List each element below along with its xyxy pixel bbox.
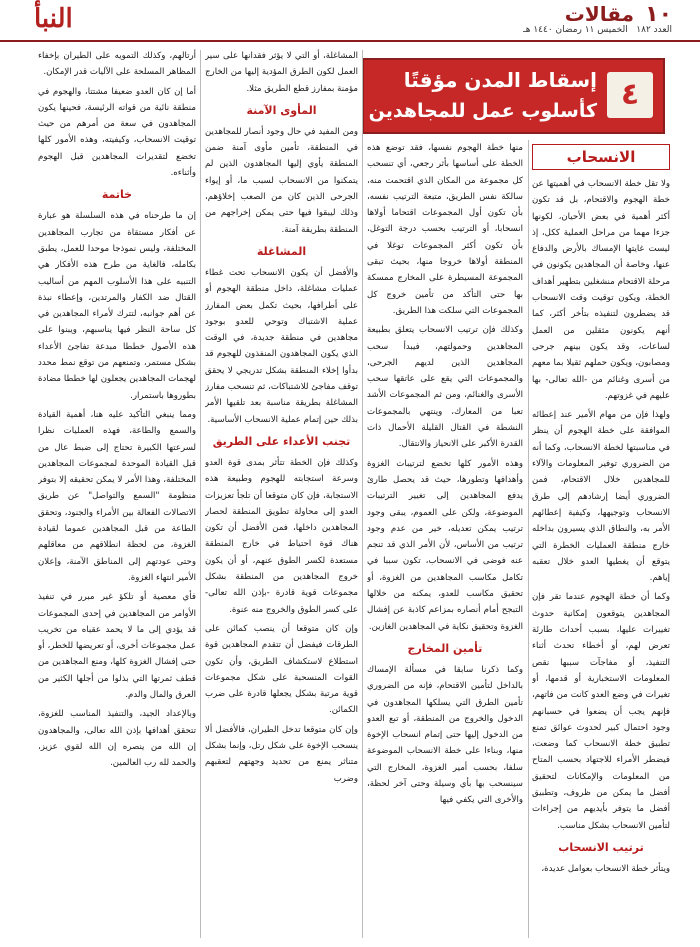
paragraph: إن ما طرحناه في هذه السلسلة هو عبارة عن أفكار مستقاة من تجارب المجاهدين المختلفة، وليس نموذجا موحدا للعمل، يطبق بكامله، فالغاية من طرح هذه الأفكار هي التنبيه على هذا الأسلوب المهم من أساليب القتال ضد الكفار والمرتدين، وإعطاء نبذة عن أهم جوانبه، لتترك لأمراء المجاهدين في كل ساحة النظر فيها يناسبهم، ويبنوا على هذه الأصول خططا مبدعة تفاجئ الأعداء بشكل مستمر، وتمنعهم من توقع نمط محدد لهجمات المجاهدين يجعلون لها خططا مضادة بطوروها باستمرار. <box>38 211 196 401</box>
article-column-4 <box>38 48 196 940</box>
article-title-line1: إسقاط المدن مؤقتًا <box>403 68 597 92</box>
subheading: ترتيب الانسحاب <box>558 840 644 854</box>
subheading: خاتمة <box>101 188 133 202</box>
paragraph: المشاغلة، أو التي لا يؤثر فقدانها على سير العمل لكون الطرق المؤدية إليها من الخارج مؤمنة بمفارز قطع الطريق مثلا. <box>205 51 358 94</box>
issue-info <box>523 25 672 35</box>
subheading: المشاغلة <box>256 244 307 258</box>
paragraph: أما إن كان العدو ضعيفا مشتتا، والهجوم في منطقة نائية من قواته الرئيسة، فحينها يكون المجاهدون في سعة من أمرهم من حيث توقيت الانسحاب، وكيفيته، وهذه الأمور كلها تخضع لتقديرات المجاهدين قبل الهجوم وأثناءه. <box>38 86 196 179</box>
subheading: تأمين المخارج <box>407 641 483 655</box>
header-section-info <box>523 2 672 35</box>
section-title: مقالات <box>564 2 635 26</box>
paragraph: والأفضل أن يكون الانسحاب تحت غطاء عمليات مشاغلة، داخل منطقة الهجوم أو على أطرافها، بحيث تكمل بعض المفارز عملية الاشتباك وتوحي للعدو بوجود مجاهدين في منطقة جديدة، في الوقت الذي يكون المجاهدون المنفذون للهجوم قد بدأوا إخلاء المنطقة بشكل تدريجي لا يحقق توقف مفاجئ للاشتباكات، ثم تنسحب مفارز المشاغلة بطريقة مناسبة بعد تلقيها الأمر بذلك حين إتمام عملية الانسحاب الأساسية. <box>205 267 358 425</box>
paragraph: وكذلك فإن الخطة تتأثر بمدى قوة العدو وسرعة استجابته للهجوم وطبيعة هذه الاستجابة، فإن كان متوقعا أن تلجأ تعزيزات العدو إلى محاولة تطويق المنطقة لحصار المجاهدين داخلها، فمن الأفضل أن تكون هناك قوة احتياط في خارج المنطقة مستعدة لكسر الطوق عنهم، أو أن يكون خروج المجاهدين من المنطقة بشكل مجموعات قوية قادرة -بإذن الله تعالى- على كسر الطوق والخروج منه عنوة. <box>205 457 358 615</box>
subheading: المأوى الآمنة <box>246 103 317 117</box>
paragraph: ولهذا فإن من مهام الأمير عند إعطائه الموافقة على خطة الهجوم أن ينظر في مناسبتها لخطة الانسحاب، وكما أنه من الضروري توفير المعلومات والآلاء للمجاهدين خلال الاقتحام، فمن الضروري أيضا إرشادهم إلى طرق الانسحاب وتوجيهها، وكيفية إعطائهم الأمر به، والنطاق الذي يسيرون بداخله خارج منطقة العمليات الخطرة التي يتوقع أن يغطيها العدو خلال تعقبه إياهم. <box>532 410 670 584</box>
paragraph: ومن المفيد في حال وجود أنصار للمجاهدين في المنطقة، تأمين مأوى آمنة ضمن المنطقة يأوي إليها المجاهدون الذين لم يتمكنوا من الانسحاب لسبب ما، أو إيواء الجرحى الذين كان من الصعب إخلاؤهم، وذلك ليبقوا فيها حتى يمكن إخراجهم من المنطقة بطريقة آمنة. <box>205 126 358 235</box>
paragraph: وهذه الأمور كلها تخضع لترتيبات الغزوة وأهدافها وتطورها، حيث قد يحصل طارئ يدفع المجاهدين إلى تغيير الترتيبات الموضوعة، ولكن على العموم، يبقى وجود ترتيب يمكن تعديله، خير من عدم وجود ترتيب من الأساس، لأن الأمر الذي قد تنجم عنه فوضى في الانسحاب، تكون سببا في تكامل مكاسب المجاهدين من الغزوة، أو تحقيق مكاسب للعدو، يمكنه من خلالها التبجح أمام أنصاره بمزاعم كاذبة عن إفشال الغزوة وتحقيق نكاية في المجاهدين الغازين. <box>367 458 523 632</box>
issue-number: العدد ١٨٢ <box>636 25 672 35</box>
paragraph: منها خطة الهجوم نفسها، فقد توضع هذه الخطة على أساسها بأثر رجعي، أي تنسحب كل مجموعة من المكان الذي اقتحمت منه، سالكة نفس الطريق، متبعة الترتيب نفسه، بأن تكون أول المجموعات اقتحاما أولاها انسحابا، أو الترتيب بحسب درجة التوغل، بأن تكون أكثر المجموعات توغلا في المنطقة أولاها خروجا منها، بحيث تبقى المجموعة المسيطرة على المخارج ممسكة بها حتى التأكد من تأمين خروج كل المجموعات التي سلكت هذا الطريق. <box>367 143 523 316</box>
paragraph: وكذلك فإن ترتيب الانسحاب يتعلق بطبيعة المجاهدين وحمولتهم، فيبدأ سحب المجاهدين الذين لديهم الجرحى، والمجموعات التي يقع على عاتقها سحب الأسرى والغنائم، ومن ثم المجموعات الأشد تعبا من المعارك، وينتهي بالمجموعات النشطة في القتال القليلة الأحمال ذات القدرة الأكبر على الانحياز والانتقال. <box>367 325 523 450</box>
paragraph: فأي معصية أو تلكؤ غير مبرر في تنفيذ الأوامر من المجاهدين في إحدى المجموعات قد يؤدي إلى ما لا يحمد عقباه من تخريب عمل مجموعات أخرى، أو تعريضها للخطر، أو حتى إفشال الغزوة كلها، ومنع المجاهدين من قطف ثمرتها التي بذلوا من أجلها الكثير من العرق والمال والدم. <box>38 592 196 700</box>
article-title-line2: كأسلوب عمل للمجاهدين <box>368 100 597 122</box>
section-heading-withdrawal: الانسحاب <box>532 144 670 170</box>
column-divider <box>528 140 529 938</box>
paragraph: وكما ذكرنا سابقا في مسألة الإمساك بالداخل لتأمين الاقتحام، فإنه من الضروري تأمين الطرق التي يسلكها المجاهدون في الدخول والخروج من المنطقة، أو تبع العدو من الدخول إليها حتى إتمام انسحاب الإخوة منها، وبناءا على خطة الانسحاب الموضوعة سلفا، بحسب أمير الغزوة، المخارج التي سينسحب بها بأي وسيلة وحتى آخر لحظة، والأخرى التي يكفي فيها <box>367 664 523 806</box>
paragraph: وإن كان متوقعا تدخل الطيران، فالأفضل ألا ينسحب الإخوة على شكل رتل، وإنما بشكل متناثر يمنع من تحديد وجهتهم لتعقبهم وضرب <box>205 724 358 784</box>
publication-logo: النبأ <box>34 4 73 34</box>
series-number: ٤ <box>607 72 653 118</box>
article-column-1 <box>532 140 670 940</box>
column-divider <box>200 50 201 938</box>
issue-date: الخميس ١١ رمضان ١٤٤٠ هـ <box>523 25 628 35</box>
subheading: تجنب الأعداء على الطريق <box>212 434 351 448</box>
article-column-3 <box>205 48 358 940</box>
paragraph: وبالإعداد الجيد، والتنفيذ المناسب للغزوة، تتحقق أهدافها بإذن الله تعالى، والمجاهدون إن الله من ينصره إن الله لقوي عزيز، والحمد لله رب العالمين. <box>38 709 196 769</box>
paragraph: وكما أن خطة الهجوم عندما تقر فإن المجاهدين يتوقعون إمكانية حدوث تغييرات عليها، بسبب أحداث طارئة تعرض لهم، أو أخطاء تحدث أثناء التنفيذ، أو مفاجآت سببها نقص المعلومات الاستخبارية أو قدمها، أو تغيرات في وضع العدو كانت من فاتهم، فإنهم يجب أن يضعوا في حسبانهم وجود احتمال كبير لحدوث عوائق تمنع تطبيق خطة الانسحاب كما وضعت، فيضطر الأمراء للاجتهاد بحسب المتاح من المعلومات والإمكانات لتحقيق أفضل ما يمكن من ظروف، وتطبيق أفضل ما يتوفر بأيديهم من إجراءات لتأمين الانسحاب بشكل مناسب. <box>532 592 670 831</box>
page-header <box>0 0 700 42</box>
article-title-banner <box>362 58 665 134</box>
paragraph: ويتأثر خطة الانسحاب بعوامل عديدة، <box>541 863 670 874</box>
page-number: ١٠ <box>645 2 672 27</box>
paragraph: ولا تقل خطة الانسحاب في أهميتها عن خطة الهجوم والاقتحام، بل قد تكون أكثر أهمية في بعض الأحيان، لكونها جزءا مهما من مراحل العملية ككل، إذ ليست غايتها الإمساك بالأرض والدفاع عنها، وخاصة أن المجاهدين يكونون في مرحلة الاقتحام منشغلين بتطهير أهداف الخطة، ويكون توقيت وقت الانسحاب قد يضطرون لتنفيذه بتأخر أكثر، كما أنهم يكونون مثقلين من العمل لساعات، وقد يكون بينهم جرحى ومصابون، ويكون حملهم ثقيلا بما معهم من أسرى وغنائم من -الله تعالى- بها عليهم في غزوتهم. <box>532 179 670 401</box>
paragraph: أرتالهم، وكذلك التمويه على الطيران بإخفاء المظاهر المسلحة على الآليات قدر الإمكان. <box>38 51 196 78</box>
column-divider <box>362 50 363 938</box>
paragraph: ومما ينبغي التأكيد عليه هنا، أهمية القيادة والسمع والطاعة، فهذه العمليات نظرا لسرعتها الكبيرة تحتاج إلى ضبط عال من قبل القيادة الموحدة لمجموعات المجاهدين المختلفة، وهذا الأمر لا يمكن تحقيقه إلا بتوفر منظومة "السمع والتواصل" عن طريق الاتصالات الفعالة بين الأمراء والجنود، وتحقق الطاعة من قبل المجاهدين عموما لقيادة الغزوة، من لحظة انطلاقهم من معاقلهم وحتى عودتهم إلى المناطق الآمنة، وإعلان الأمير انتهاء الغزوة. <box>38 409 196 583</box>
article-column-2 <box>367 140 523 940</box>
paragraph: وإن كان متوقعا أن ينصب كمائن على الطرقات فيفضل أن تتقدم المجاهدين قوة استطلاع لاستكشاف الطريق، وأن تكون القوات المنسحبة على شكل مجموعات قوية مرتبة بشكل يجعلها قادرة على ضرب الكمائن. <box>205 623 358 716</box>
